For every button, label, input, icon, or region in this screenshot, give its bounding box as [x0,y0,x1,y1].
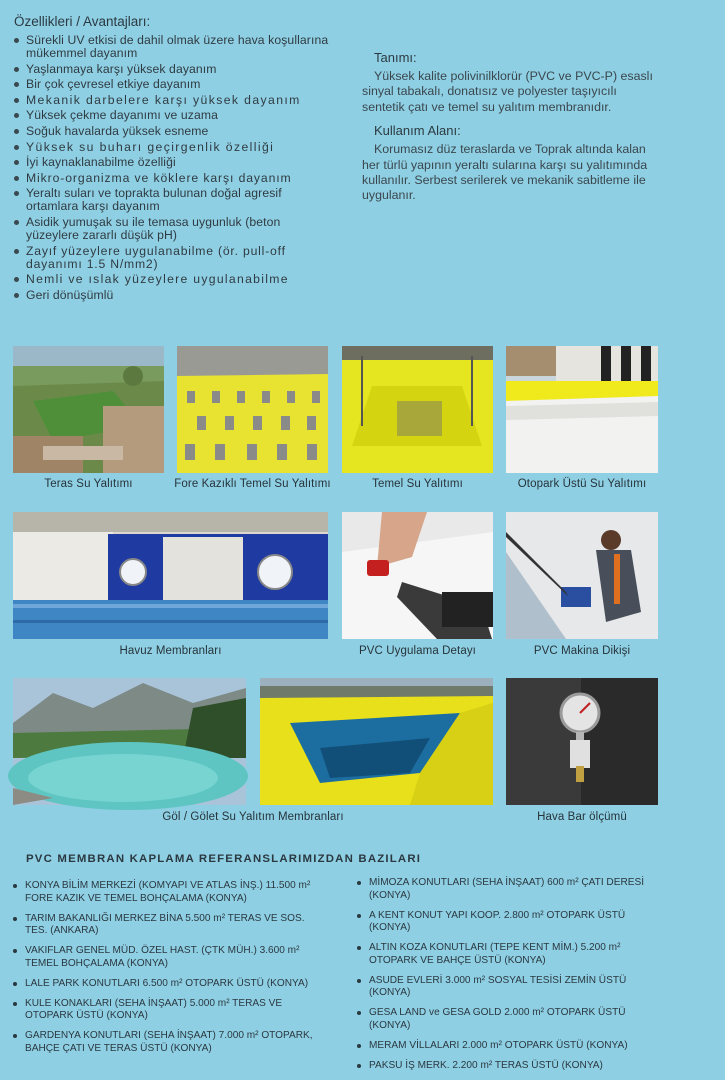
reference-item: MERAM VİLLALARI 2.000 m² OTOPARK ÜSTÜ (KONYA) [356,1040,664,1053]
photo-caption: Temel Su Yalıtımı [372,478,463,490]
photo-caption: Teras Su Yalıtımı [44,478,133,490]
feature-item: İyi kaynaklanabilme özelliği [12,156,332,169]
usage-text: Korumasız düz teraslarda ve Toprak altında kalan her türlü yapının yeraltı sularına karşı su yalıtımında kullanılır. Serbest serilerek ve mekanik sabitleme ile uygulanır. [362,142,648,203]
feature-item: Bir çok çevresel etkiye dayanım [12,78,332,91]
reference-item: A KENT KONUT YAPI KOOP. 2.800 m² OTOPARK ÜSTÜ (KONYA) [356,910,664,935]
references-list-left [12,880,320,1063]
photo-pile-foundation [177,346,328,473]
feature-item: Mikro-organizma ve köklere karşı dayanım [12,172,332,185]
photo-caption: Otopark Üstü Su Yalıtımı [517,478,647,490]
photo-caption: PVC Makina Dikişi [533,645,631,657]
reference-item: ASUDE EVLERİ 3.000 m² SOSYAL TESİSİ ZEMİN ÜSTÜ (KONYA) [356,975,664,1000]
reference-item: TARIM BAKANLIĞI MERKEZ BİNA 5.500 m² TERAS VE SOS. TES. (ANKARA) [12,913,320,938]
feature-item: Sürekli UV etkisi de dahil olmak üzere hava koşullarına mükemmel dayanım [12,34,332,60]
definition-text: Yüksek kalite polivinilklorür (PVC ve PVC-P) esaslı sinyal tabakalı, donatısız ve polyester taşıyıcılı sentetik çatı ve temel su yalıtım membranıdır. [362,69,653,114]
feature-item: Nemli ve ıslak yüzeylere uygulanabilme [12,273,332,286]
reference-item: MİMOZA KONUTLARI (SEHA İNŞAAT) 600 m² ÇATI DERESİ (KONYA) [356,877,664,902]
photo-lake [13,678,246,805]
photo-caption: Hava Bar ölçümü [537,811,627,823]
photo-caption: Fore Kazıklı Temel Su Yalıtımı [174,478,331,490]
feature-item: Geri dönüşümlü [12,289,332,302]
feature-item: Yüksek çekme dayanımı ve uzama [12,109,332,122]
feature-item: Asidik yumuşak su ile temasa uygunluk (beton yüzeylere zararlı düşük pH) [12,216,332,242]
photo-pressure-gauge [506,678,658,805]
features-section [12,14,332,304]
features-list [12,34,332,302]
reference-item: ALTIN KOZA KONUTLARI (TEPE KENT MİM.) 5.200 m² OTOPARK VE BAHÇE ÜSTÜ (KONYA) [356,942,664,967]
reference-item: LALE PARK KONUTLARI 6.500 m² OTOPARK ÜSTÜ (KONYA) [12,978,320,991]
photo-pool [13,512,328,639]
reference-item: KULE KONAKLARI (SEHA İNŞAAT) 5.000 m² TERAS VE OTOPARK ÜSTÜ (KONYA) [12,998,320,1023]
photo-parking-roof [506,346,658,473]
feature-item: Yeraltı suları ve toprakta bulunan doğal agresif ortamlara karşı dayanım [12,187,332,213]
feature-item: Yüksek su buharı geçirgenlik özelliği [12,141,332,154]
feature-item: Mekanik darbelere karşı yüksek dayanım [12,94,332,107]
photo-foundation [342,346,493,473]
usage-title: Kullanım Alanı: [374,123,461,139]
reference-item: GESA LAND ve GESA GOLD 2.000 m² OTOPARK ÜSTÜ (KONYA) [356,1007,664,1032]
photo-terrace [13,346,164,473]
feature-item: Soğuk havalarda yüksek esneme [12,125,332,138]
definition-title: Tanımı: [374,50,417,65]
photo-caption: Göl / Gölet Su Yalıtım Membranları [162,811,344,823]
reference-item: GARDENYA KONUTLARI (SEHA İNŞAAT) 7.000 m² OTOPARK, BAHÇE ÇATI VE TERAS ÜSTÜ (KONYA) [12,1030,320,1055]
feature-item: Zayıf yüzeylere uygulanabilme (ör. pull-off dayanımı 1.5 N/mm2) [12,245,332,271]
reference-item: PAKSU İŞ MERK. 2.200 m² TERAS ÜSTÜ (KONYA) [356,1060,664,1073]
photo-pond [260,678,493,805]
photo-caption: Havuz Membranları [119,645,222,657]
references-title: PVC MEMBRAN KAPLAMA REFERANSLARIMIZDAN BAZILARI [26,853,422,865]
feature-item: Yaşlanmaya karşı yüksek dayanım [12,63,332,76]
definition-section [362,50,662,212]
reference-item: VAKIFLAR GENEL MÜD. ÖZEL HAST. (ÇTK MÜH.) 3.600 m² TEMEL BOHÇALAMA (KONYA) [12,945,320,970]
references-list-right [356,877,664,1080]
reference-item: KONYA BİLİM MERKEZİ (KOMYAPI VE ATLAS İNŞ.) 11.500 m² FORE KAZIK VE TEMEL BOHÇALAMA (KONYA) [12,880,320,905]
photo-pvc-machine [506,512,658,639]
photo-pvc-detail [342,512,493,639]
features-title: Özellikleri / Avantajları: [14,14,151,29]
photo-caption: PVC Uygulama Detayı [359,645,476,657]
